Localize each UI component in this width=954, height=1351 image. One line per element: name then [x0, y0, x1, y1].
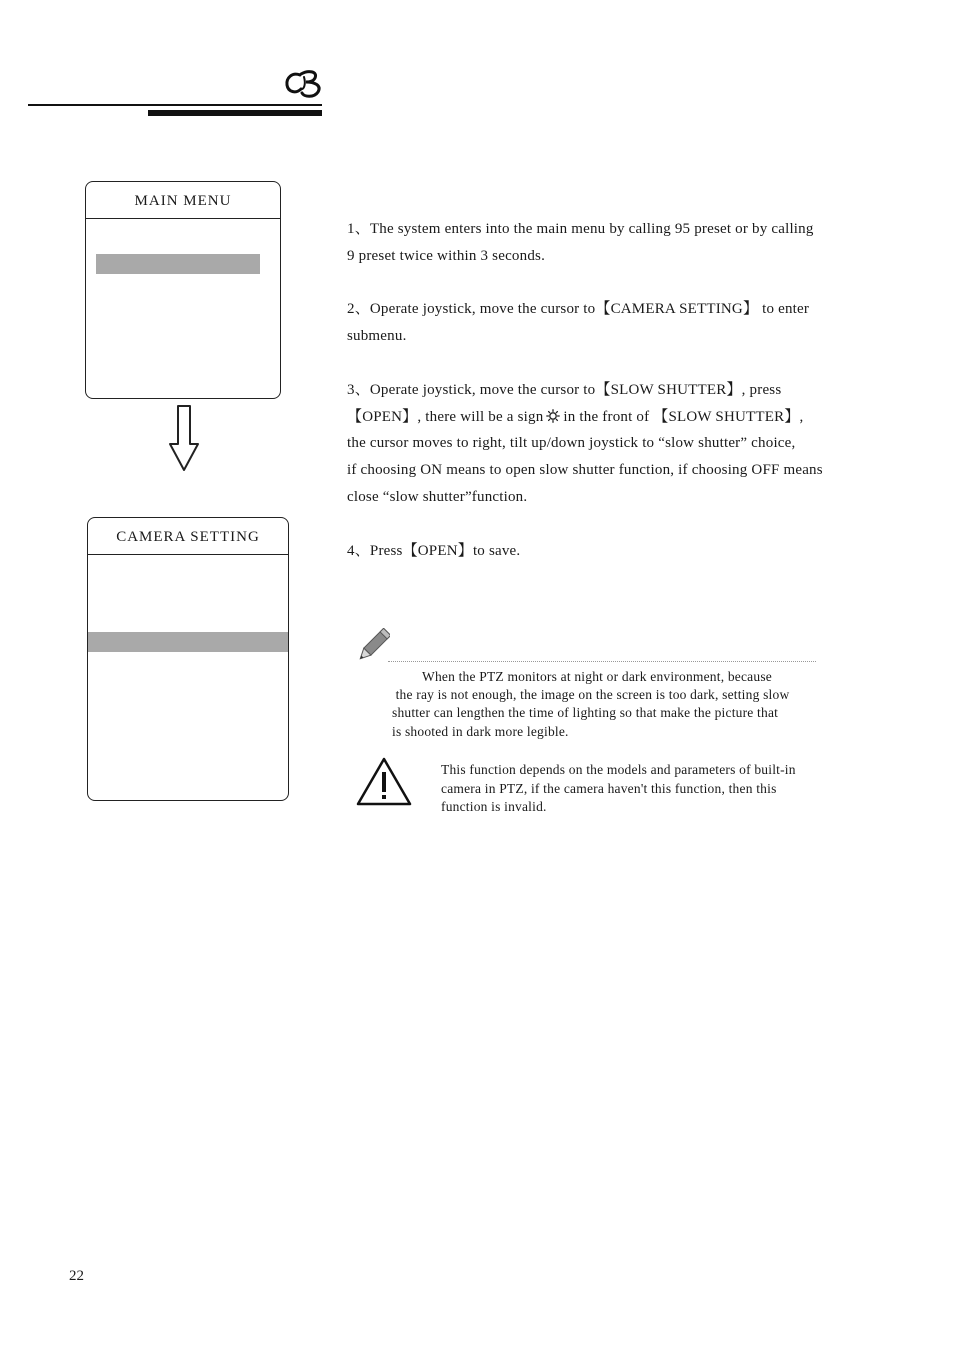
- step-3-line-1: 3、Operate joystick, move the cursor to【SLOW SHUTTER】, press: [347, 381, 782, 398]
- header-rule-thick: [148, 110, 322, 116]
- note-line-2: the ray is not enough, the image on the screen is too dark, setting slow: [392, 687, 790, 703]
- step-3-line-5: close “slow shutter”function.: [347, 488, 528, 505]
- note-text: [392, 668, 842, 741]
- script-monogram-icon: [284, 66, 326, 100]
- step-3-line-2a: 【OPEN】, there will be a sign: [347, 408, 544, 425]
- warning-line-1: This function depends on the models and parameters of built-in: [441, 762, 796, 777]
- pencil-icon: [356, 628, 390, 664]
- step-2-line-1: 2、Operate joystick, move the cursor to【CAMERA SETTING】 to enter: [347, 301, 810, 318]
- note-line-4: is shooted in dark more legible.: [392, 723, 569, 739]
- step-1-line-1: 1、The system enters into the main menu by calling 95 preset or by calling: [347, 221, 814, 237]
- warning-line-3: function is invalid.: [441, 799, 547, 815]
- note-line-3: shutter can lengthen the time of lighting so that make the picture that: [392, 705, 779, 721]
- step-1-line-2: 9 preset twice within 3 seconds.: [347, 247, 546, 264]
- main-menu-box: [85, 181, 281, 399]
- main-menu-title: MAIN MENU: [86, 182, 280, 219]
- camera-setting-box: [87, 517, 289, 801]
- main-menu-cursor-highlight: [96, 254, 260, 274]
- note-divider: [388, 661, 816, 662]
- step-4: 4、Press【OPEN】to save.: [347, 542, 521, 559]
- camera-setting-title: CAMERA SETTING: [88, 518, 288, 555]
- step-3-line-4: if choosing ON means to open slow shutter function, if choosing OFF means: [347, 462, 823, 479]
- warning-text: [441, 761, 861, 817]
- warning-line-2: camera in PTZ, if the camera haven't this function, then this: [441, 780, 777, 796]
- note-line-1: When the PTZ monitors at night or dark environment, because: [422, 669, 772, 684]
- page-number: 22: [69, 1268, 84, 1284]
- step-3-line-2b: in the front of 【SLOW SHUTTER】,: [563, 408, 804, 425]
- down-arrow-icon: [168, 404, 200, 472]
- step-3-line-3: the cursor moves to right, tilt up/down joystick to “slow shutter” choice,: [347, 435, 796, 452]
- step-3-line-2: [347, 404, 907, 431]
- header-rule-thin: [28, 104, 322, 106]
- step-2-line-2: submenu.: [347, 328, 407, 345]
- sun-sign-icon: [546, 409, 560, 423]
- camera-setting-cursor-highlight: [88, 632, 288, 652]
- warning-triangle-icon: [356, 756, 412, 806]
- instruction-steps: [347, 216, 907, 564]
